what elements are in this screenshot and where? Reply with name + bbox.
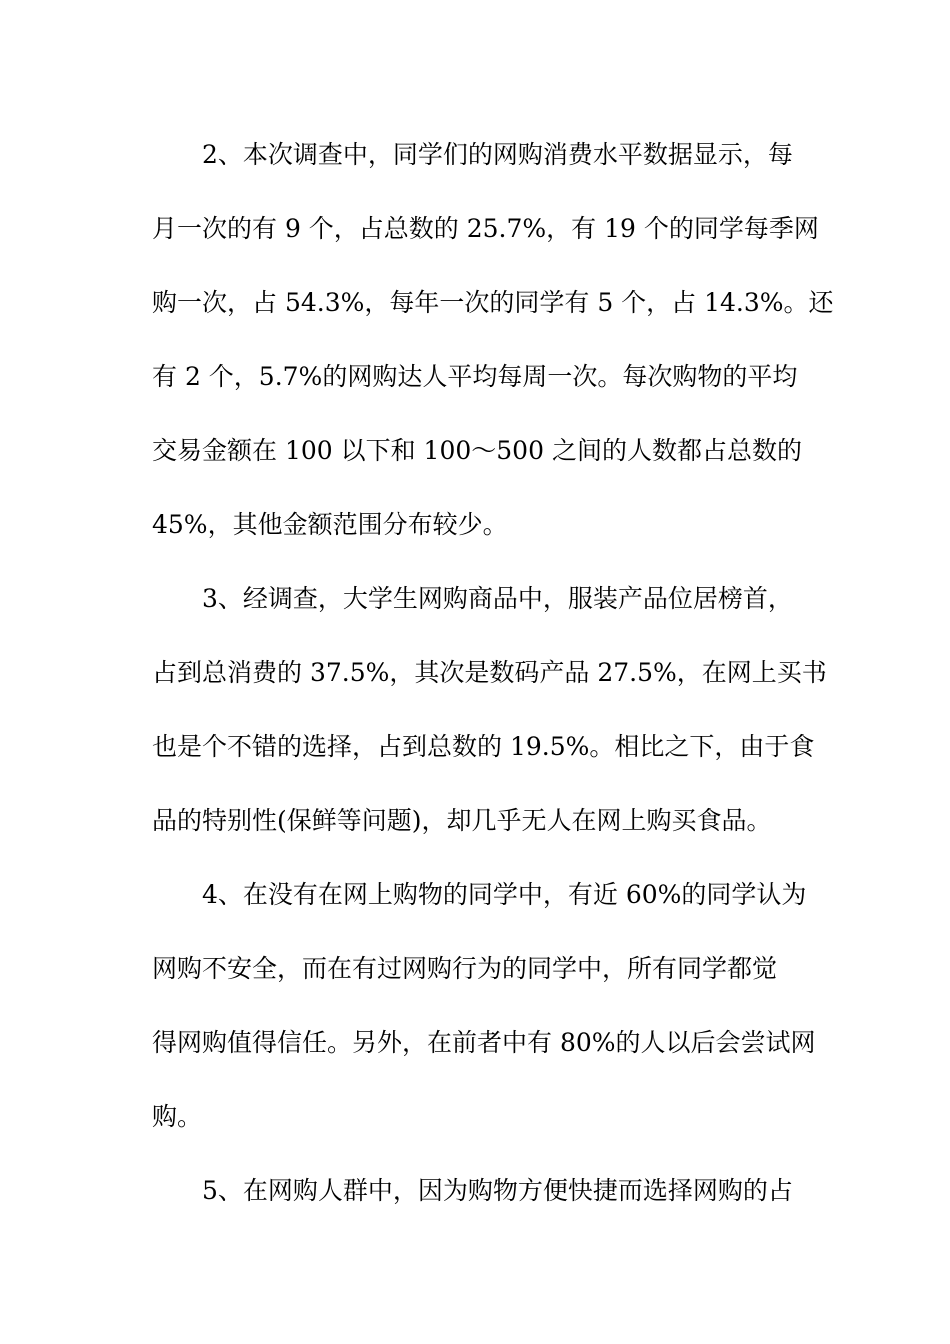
paragraph-4-line-1: 4、在没有在网上购物的同学中，有近 60%的同学认为 bbox=[202, 880, 807, 909]
paragraph-3-line-3: 也是个不错的选择，占到总数的 19.5%。相比之下，由于食 bbox=[152, 732, 815, 761]
paragraph-4-line-3: 得网购值得信任。另外，在前者中有 80%的人以后会尝试网 bbox=[152, 1028, 816, 1057]
paragraph-5-line-1: 5、在网购人群中，因为购物方便快捷而选择网购的占 bbox=[202, 1176, 793, 1205]
paragraph-2-line-6: 45%，其他金额范围分布较少。 bbox=[152, 510, 508, 539]
paragraph-4-line-4: 购。 bbox=[152, 1102, 203, 1131]
paragraph-2-line-2: 月一次的有 9 个，占总数的 25.7%，有 19 个的同学每季网 bbox=[152, 214, 819, 243]
paragraph-2-line-4: 有 2 个，5.7%的网购达人平均每周一次。每次购物的平均 bbox=[152, 362, 798, 391]
paragraph-2-line-3: 购一次，占 54.3%，每年一次的同学有 5 个，占 14.3%。还 bbox=[152, 288, 834, 317]
paragraph-3-line-1: 3、经调查，大学生网购商品中，服装产品位居榜首， bbox=[202, 584, 793, 613]
paragraph-4-line-2: 网购不安全，而在有过网购行为的同学中，所有同学都觉 bbox=[152, 954, 778, 983]
paragraph-2-line-5: 交易金额在 100 以下和 100～500 之间的人数都占总数的 bbox=[152, 436, 802, 465]
paragraph-3-line-4: 品的特别性(保鲜等问题)，却几乎无人在网上购买食品。 bbox=[152, 806, 772, 835]
paragraph-2-line-1: 2、本次调查中，同学们的网购消费水平数据显示，每 bbox=[202, 140, 793, 169]
paragraph-3-line-2: 占到总消费的 37.5%，其次是数码产品 27.5%，在网上买书 bbox=[152, 658, 827, 687]
